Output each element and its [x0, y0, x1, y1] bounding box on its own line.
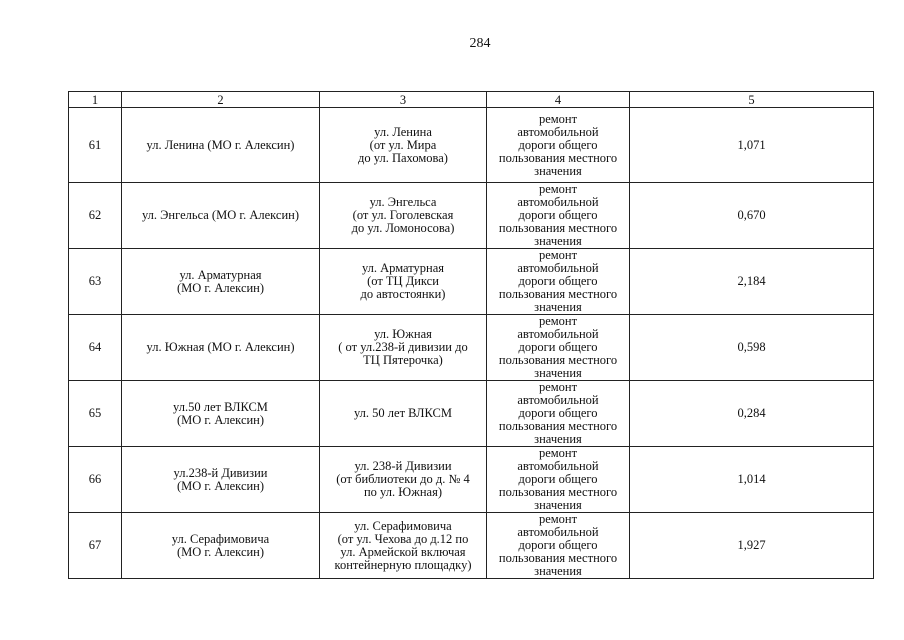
- table-row: [69, 381, 874, 447]
- column-header-2: 2: [122, 92, 320, 108]
- road-section: ул. Ленина (от ул. Мира до ул. Пахомова): [320, 108, 487, 183]
- work-type: ремонт автомобильной дороги общего пользования местного значения: [487, 315, 630, 381]
- row-number: 61: [69, 108, 122, 183]
- work-type: ремонт автомобильной дороги общего пользования местного значения: [487, 447, 630, 513]
- work-type: ремонт автомобильной дороги общего пользования местного значения: [487, 249, 630, 315]
- road-value: 1,927: [630, 513, 874, 579]
- work-type: ремонт автомобильной дороги общего пользования местного значения: [487, 513, 630, 579]
- column-header-4: 4: [487, 92, 630, 108]
- row-number: 67: [69, 513, 122, 579]
- work-type: ремонт автомобильной дороги общего пользования местного значения: [487, 108, 630, 183]
- table-row: [69, 447, 874, 513]
- row-number: 62: [69, 183, 122, 249]
- table-row: [69, 315, 874, 381]
- row-number: 63: [69, 249, 122, 315]
- road-value: 2,184: [630, 249, 874, 315]
- work-type: ремонт автомобильной дороги общего пользования местного значения: [487, 183, 630, 249]
- street-name: ул. Серафимовича (МО г. Алексин): [122, 513, 320, 579]
- road-value: 0,670: [630, 183, 874, 249]
- page-number: 284: [469, 36, 491, 51]
- street-name: ул. Энгельса (МО г. Алексин): [122, 183, 320, 249]
- table-row: [69, 183, 874, 249]
- column-header-1: 1: [69, 92, 122, 108]
- table-row: [69, 108, 874, 183]
- street-name: ул. Южная (МО г. Алексин): [122, 315, 320, 381]
- street-name: ул.50 лет ВЛКСМ (МО г. Алексин): [122, 381, 320, 447]
- road-section: ул. 50 лет ВЛКСМ: [320, 381, 487, 447]
- road-value: 0,598: [630, 315, 874, 381]
- road-section: ул. Арматурная (от ТЦ Дикси до автостоянки): [320, 249, 487, 315]
- work-type: ремонт автомобильной дороги общего пользования местного значения: [487, 381, 630, 447]
- column-header-5: 5: [630, 92, 874, 108]
- road-section: ул. Энгельса (от ул. Гоголевская до ул. Ломоносова): [320, 183, 487, 249]
- row-number: 66: [69, 447, 122, 513]
- table-header-row: [69, 92, 874, 108]
- street-name: ул.238-й Дивизии (МО г. Алексин): [122, 447, 320, 513]
- table-row: [69, 249, 874, 315]
- road-section: ул. Серафимовича (от ул. Чехова до д.12 по ул. Армейской включая контейнерную площадку): [320, 513, 487, 579]
- row-number: 64: [69, 315, 122, 381]
- road-value: 0,284: [630, 381, 874, 447]
- road-value: 1,014: [630, 447, 874, 513]
- row-number: 65: [69, 381, 122, 447]
- road-value: 1,071: [630, 108, 874, 183]
- road-section: ул. 238-й Дивизии (от библиотеки до д. № 4 по ул. Южная): [320, 447, 487, 513]
- roads-table: [68, 91, 874, 579]
- street-name: ул. Арматурная (МО г. Алексин): [122, 249, 320, 315]
- table-row: [69, 513, 874, 579]
- street-name: ул. Ленина (МО г. Алексин): [122, 108, 320, 183]
- road-section: ул. Южная ( от ул.238-й дивизии до ТЦ Пятерочка): [320, 315, 487, 381]
- column-header-3: 3: [320, 92, 487, 108]
